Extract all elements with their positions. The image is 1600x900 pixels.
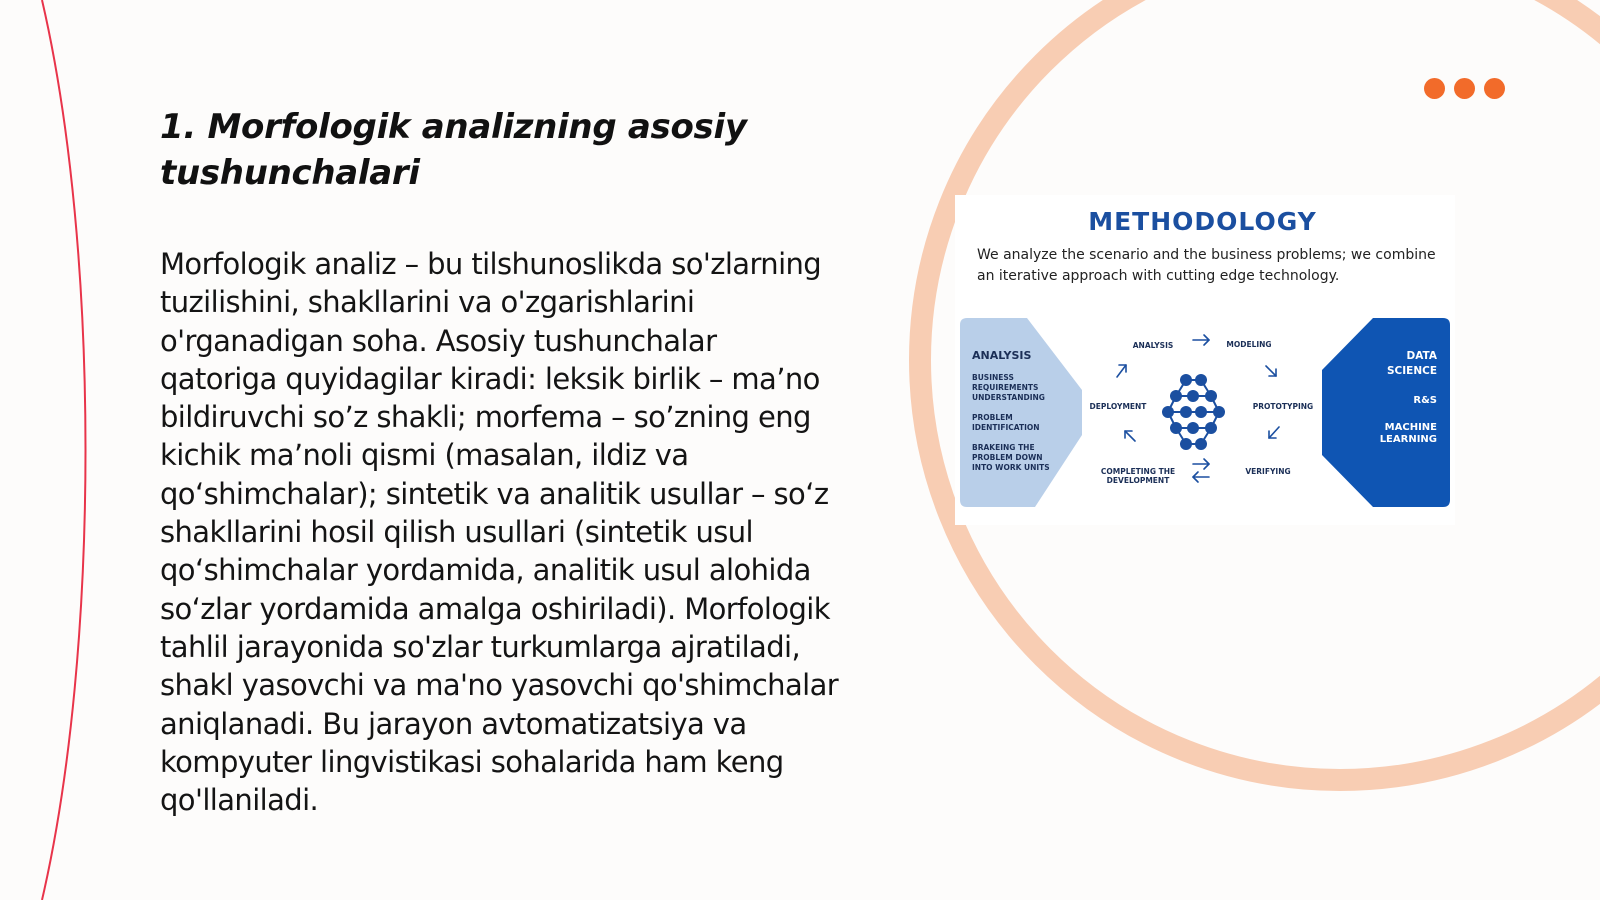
arrow-up-left-icon (1125, 431, 1135, 441)
analysis-panel-heading: ANALYSIS (972, 349, 1032, 362)
analysis-item-line: REQUIREMENTS (972, 383, 1039, 392)
analysis-item-line: IDENTIFICATION (972, 423, 1040, 432)
orange-dot (1484, 78, 1505, 99)
methodology-diagram (955, 195, 1455, 525)
orange-dot (1424, 78, 1445, 99)
methodology-title: METHODOLOGY (1088, 207, 1317, 236)
neural-network-icon (1162, 374, 1225, 450)
analysis-item-line: PROBLEM DOWN (972, 453, 1043, 462)
left-red-curve (42, 0, 86, 900)
cycle-analysis-label: ANALYSIS (1132, 341, 1174, 350)
data-science-panel (1322, 318, 1450, 507)
analysis-item-line: UNDERSTANDING (972, 393, 1045, 402)
cycle-deployment-label: DEPLOYMENT (1089, 402, 1147, 411)
methodology-figure (955, 195, 1455, 525)
swap-arrows-icon (1193, 459, 1209, 482)
arrow-down-left-icon (1269, 427, 1279, 438)
arrow-down-right-icon (1266, 366, 1276, 376)
cycle-completing-label-1: COMPLETING THE (1100, 467, 1176, 476)
orange-dot (1454, 78, 1475, 99)
arrow-right-icon (1193, 335, 1209, 345)
data-science-item-line: MACHINE (1384, 422, 1437, 433)
analysis-item-line: INTO WORK UNITS (972, 463, 1050, 472)
data-science-heading-line: SCIENCE (1386, 365, 1437, 377)
analysis-item-line: BUSINESS (972, 373, 1014, 382)
cycle-completing-label-2: DEVELOPMENT (1106, 476, 1170, 485)
methodology-subtitle: We analyze the scenario and the business problems; we combine an iterative approach with cutting edge technology. (977, 247, 1436, 284)
slide-title: 1. Morfologik analizning asosiy tushunchalari (160, 107, 747, 193)
data-science-item-line: R&S (1413, 395, 1437, 406)
data-science-heading-line: DATA (1406, 350, 1437, 362)
cycle-prototyping-label: PROTOTYPING (1252, 402, 1314, 411)
analysis-item-line: BRAKEING THE (972, 443, 1035, 452)
data-science-item-line: LEARNING (1379, 434, 1437, 445)
menu-dots-icon (1424, 78, 1505, 99)
cycle-modeling-label: MODELING (1226, 340, 1272, 349)
slide-body-text: Morfologik analiz – bu tilshunoslikda so'zlarning tuzilishini, shakllarini va o'zgarishlarini o'rganadigan soha. Asosiy tushunchalar qatoriga quyidagilar kiradi: leksik birlik – ma’no bildiruvchi so’z shakli; morfema – so’zning eng kichik ma’noli qismi (masalan, ildiz va qo‘shimchalar); sintetik va analitik usullar – so‘z shakllarini hosil qilish usullari (sintetik usul qo‘shimchalar yordamida, analitik usul alohida so‘zlar yordamida amalga oshiriladi). Morfologik tahlil jarayonida so'zlar turkumlarga ajratiladi, shakl yasovchi va ma'no yasovchi qo'shimchalar aniqlanadi. Bu jarayon avtomatizatsiya va kompyuter lingvistikasi sohalarida ham keng qo'llaniladi. (160, 247, 839, 818)
arrow-up-right-icon (1117, 365, 1126, 377)
analysis-item-line: PROBLEM (972, 413, 1013, 422)
cycle-verifying-label: VERIFYING (1245, 467, 1291, 476)
